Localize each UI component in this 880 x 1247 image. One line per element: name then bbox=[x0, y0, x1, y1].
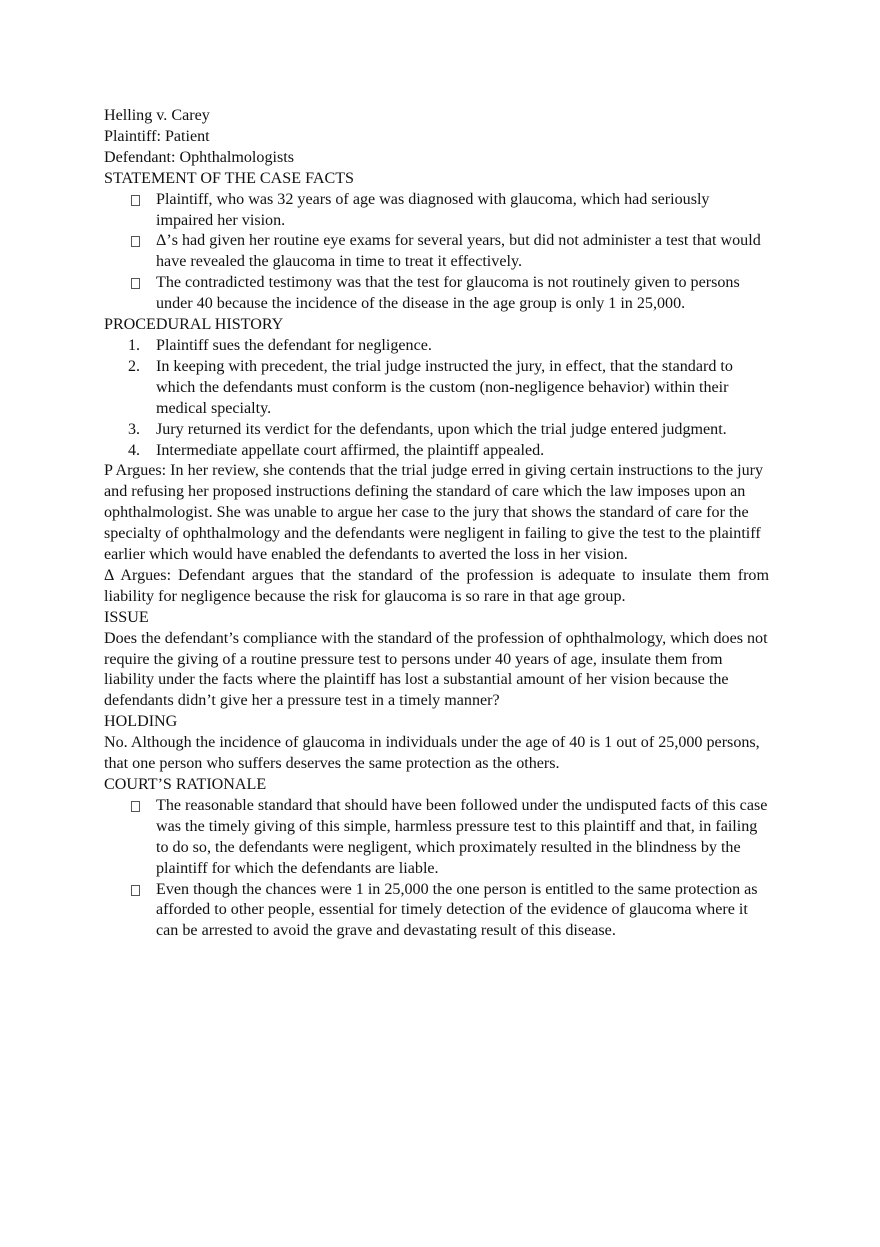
plaintiff-line: Plaintiff: Patient bbox=[104, 127, 210, 145]
defendant-argument: Δ Argues: Defendant argues that the standard of the profession is adequate to insulate them from liability for negligence because the risk for glaucoma is so rare in that age group. bbox=[104, 566, 769, 605]
list-item-text: Even though the chances were 1 in 25,000 the one person is entitled to the same protection as afforded to other people, essential for timely detection of the evidence of glaucoma where it can be arrested to avoid the grave and devastating result of this disease. bbox=[156, 880, 758, 940]
bullet-box-icon bbox=[131, 801, 140, 812]
facts-list bbox=[104, 190, 769, 315]
procedural-list bbox=[104, 336, 769, 461]
list-item-text: The contradicted testimony was that the test for glaucoma is not routinely given to persons under 40 because the incidence of the disease in the age group is only 1 in 25,000. bbox=[156, 274, 740, 313]
issue-heading: ISSUE bbox=[104, 608, 149, 626]
list-item bbox=[104, 273, 769, 315]
list-number: 3. bbox=[128, 420, 141, 438]
bullet-box-icon bbox=[131, 195, 140, 206]
list-item-text: Jury returned its verdict for the defendants, upon which the trial judge entered judgment. bbox=[156, 420, 727, 438]
defendant-line: Defendant: Ophthalmologists bbox=[104, 148, 294, 166]
bullet-box-icon bbox=[131, 236, 140, 247]
rationale-list bbox=[104, 796, 769, 942]
list-item-text: Δ’s had given her routine eye exams for several years, but did not administer a test that would have revealed the glaucoma in time to treat it effectively. bbox=[156, 232, 761, 271]
list-item bbox=[104, 190, 769, 232]
bullet-box-icon bbox=[131, 278, 140, 289]
list-item-text: In keeping with precedent, the trial judge instructed the jury, in effect, that the standard to which the defendants must conform is the custom (non-negligence behavior) within their medical specialty. bbox=[156, 357, 733, 417]
holding-heading: HOLDING bbox=[104, 713, 178, 731]
list-item-text: Plaintiff, who was 32 years of age was diagnosed with glaucoma, which had seriously impaired her vision. bbox=[156, 190, 710, 229]
facts-heading: STATEMENT OF THE CASE FACTS bbox=[104, 169, 354, 187]
list-item bbox=[104, 420, 769, 441]
list-item bbox=[104, 441, 769, 462]
procedural-heading: PROCEDURAL HISTORY bbox=[104, 316, 284, 334]
list-number: 2. bbox=[128, 357, 141, 375]
bullet-box-icon bbox=[131, 885, 140, 896]
list-item bbox=[104, 357, 769, 420]
rationale-heading: COURT’S RATIONALE bbox=[104, 776, 267, 793]
plaintiff-argument: P Argues: In her review, she contends that the trial judge erred in giving certain instructions to the jury and refusing her proposed instructions defining the standard of care which the law imposes upon an ophthalmologist. She was unable to argue her case to the jury that shows the standard of care for the specialty of ophthalmology and the defendants were negligent in failing to give the test to the plaintiff earlier which would have enabled the defendants to averted the loss in her vision. bbox=[104, 462, 764, 564]
issue-text: Does the defendant’s compliance with the standard of the profession of ophthalmology, which does not require the giving of a routine pressure test to persons under 40 years of age, insulate them from liability under the facts where the plaintiff has lost a substantial amount of her vision because the defendants didn’t give her a pressure test in a timely manner? bbox=[104, 629, 768, 710]
list-item-text: The reasonable standard that should have been followed under the undisputed facts of this case was the timely giving of this simple, harmless pressure test to this plaintiff and that, in failing to do so, the defendants were negligent, which proximately resulted in the blindness by the plaintiff for which the defendants are liable. bbox=[156, 796, 768, 877]
list-item bbox=[104, 336, 769, 357]
list-number: 1. bbox=[128, 336, 141, 354]
case-title: Helling v. Carey bbox=[104, 107, 210, 124]
list-item bbox=[104, 880, 769, 943]
list-item-text: Plaintiff sues the defendant for negligence. bbox=[156, 336, 432, 354]
holding-text: No. Although the incidence of glaucoma in individuals under the age of 40 is 1 out of 25,000 persons, that one person who suffers deserves the same protection as the others. bbox=[104, 734, 760, 773]
case-brief bbox=[104, 106, 769, 942]
list-number: 4. bbox=[128, 441, 141, 459]
list-item-text: Intermediate appellate court affirmed, the plaintiff appealed. bbox=[156, 441, 545, 459]
list-item bbox=[104, 796, 769, 880]
list-item bbox=[104, 231, 769, 273]
